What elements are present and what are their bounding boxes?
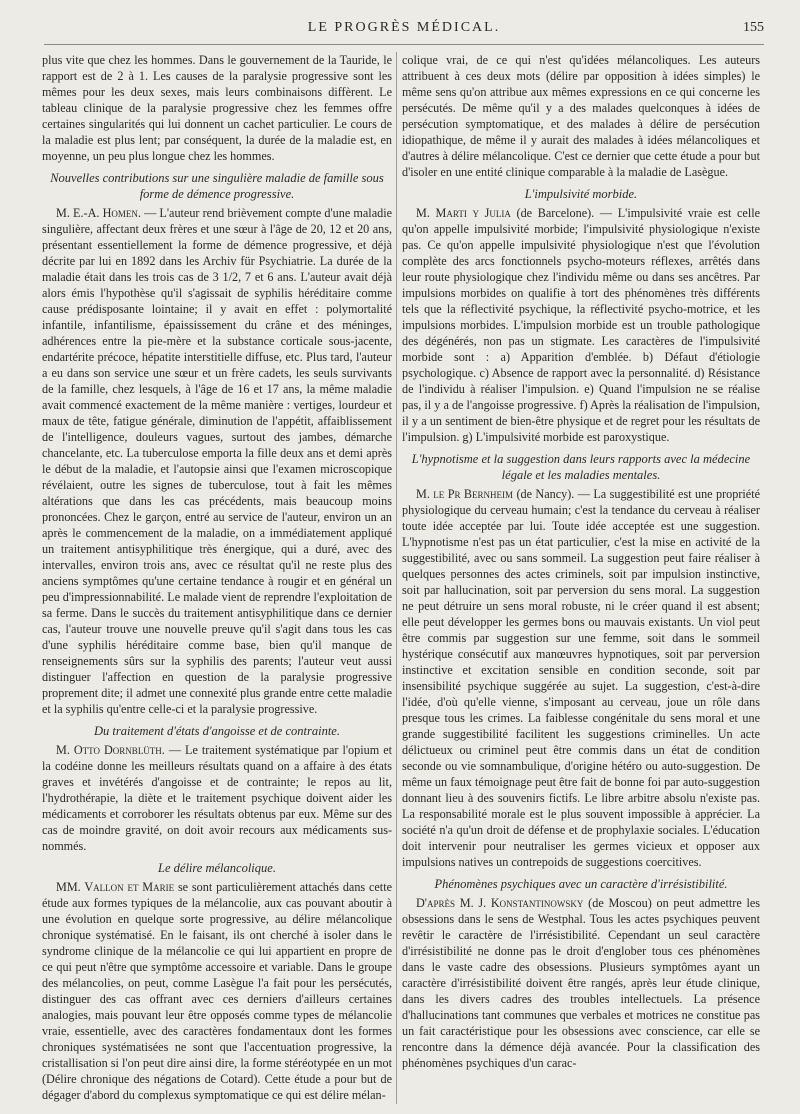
paragraph-text: — Le traitement systématique par l'opium et la codéine donne les meilleurs résultats quand on a affaire à des états graves et invétérés d'angoisse et de contrainte; le repos au lit, l'hydrothérapie, la diète et le traitement psychique doivent aider les médicaments et corroborer les résultats obtenus par eux. Même sur des cas de moindre gravité, on doit avoir recours aux médicaments sus-nommés.	[42, 743, 392, 853]
article-paragraph	[402, 205, 760, 445]
author-name: MM. Vallon et Marie	[56, 880, 175, 894]
left-column	[42, 52, 392, 1104]
author-name: M. E.-A. Homen.	[56, 206, 141, 220]
section-heading: Du traitement d'états d'angoisse et de contrainte.	[94, 724, 340, 738]
article-paragraph	[402, 895, 760, 1071]
author-name: M. Marti y Julia	[416, 206, 511, 220]
paragraph-text: (de Nancy). — La suggestibilité est une propriété physiologique du cerveau humain; c'est la tendance du cerveau à réaliser toute idée acceptée par lui. Toute idée acceptée est une suggestion. L'hypnotisme n'est pas un état particulier, c'est la mise en activité de la suggestibilité, avec ou sans sommeil. La suggestion peut faire réaliser à quelques personnes des actes criminels, soit par impulsion instinctive, soit par hallucination, soit par perversion du sens moral. La suggestion ne peut détruire un sens moral robuste, ni le créer quand il est absent; elle peut développer les germes bons ou mauvais existants. Un viol peut être commis par suggestion sur une femme, soit dans le sommeil hystérique consécutif aux manœuvres hypnotiques, soit par perversion instinctive et excitation sensible en condition seconde, soit par insensibilité psychique suggérée au sujet. La suggestion, c'est-à-dire l'idée, d'où qu'elle vienne, s'imposant au cerveau, joue un rôle dans presque tous les crimes. La faiblesse congénitale du sens moral et une grande suggestibilité facilitent les suggestions criminelles. Un acte délictueux ou criminel peut être commis dans un état de condition seconde ou vie somnambulique, d'origine hétéro ou auto-suggestion. De même un faux témoignage peut être fait de bonne foi par auto-suggestion donnant lieu à des souvenirs fictifs. Le libre arbitre absolu n'existe pas. La responsabilité morale est le plus souvent impossible à apprécier. La société n'a qu'un droit de défense et de prophylaxie sociales. L'éducation doit intervenir pour neutraliser les germes vicieux et opposer aux impulsions natives un contrepoids de suggestions coercitives.	[402, 487, 760, 869]
page-number: 155	[743, 20, 764, 35]
paragraph-text: (de Barcelone). — L'impulsivité vraie est celle qu'on appelle impulsivité morbide; l'impulsivité physiologique n'existe pas. Ce qu'on appelle impulsivité physiologique n'est que l'évolution complète des arcs fonctionnels psycho-moteurs réflexes, arrêtés dans leur route physiologique chez l'individu même ou dans ses ancêtres. Par impulsions morbides on qualifie à tort des phénomènes très différents tels que la réflectivité psychique, la réflectivité psycho-motrice, et les impulsions morbides. L'impulsion morbide est un trouble pathologique des dégénérés, non pas un stigmate. Les caractères de l'impulsivité morbide sont : a) Apparition d'emblée. b) Défaut d'étiologie psychologique. c) Absence de rapport avec la personnalité. d) Résistance de l'individu à réaliser l'impulsion. e) Quand l'impulsion ne se réalise pas, il y a de l'angoisse progressive. f) Après la réalisation de l'impulsion, il y a un sentiment de bien-être physique et de regret pour les résultats de l'impulsion. g) L'impulsivité morbide est paroxystique.	[402, 206, 760, 444]
author-name: D'après M. J. Konstantinowsky	[416, 896, 584, 910]
section-heading: L'impulsivité morbide.	[524, 187, 638, 201]
author-name: M. Otto Dornblüth.	[56, 743, 165, 757]
author-name: M. le Pr Bernheim	[416, 487, 514, 501]
paragraph-text: se sont particulièrement attachés dans cette étude aux formes typiques de la mélancolie, aux cas pouvant aboutir à une évolution en quelque sorte progressive, au délire mélancolique chronique systématisé. En le faisant, ils ont cherché à isoler dans le syndrome clinique de la mélancolie ce qui lui appartient en propre de ce qui peut n'être que symptôme accessoire et variable. Dans le groupe des mélancolies, on peut, comme Lasègue l'a fait pour les persécutés, distinguer des cas offrant avec ces derniers d'ailleurs certaines analogies, mais pouvant leur être opposés comme types de mélancolie vraie, essentielle, avec des caractères fondamentaux dont les formes chroniques systématisées ne sont que l'accentuation progressive, la cristallisation si l'on peut dire ainsi dire, la forme stéréotypée en un mot (Délire chronique des négations de Cotard). Cette étude a pour but de dégager d'abord du complexus symptomatique ce qui est délire mélan-	[42, 880, 392, 1102]
article-paragraph	[42, 879, 392, 1103]
section-heading: L'hypnotisme et la suggestion dans leurs rapports avec la médecine légale et les maladies mentales.	[411, 452, 751, 482]
paragraph-text: — L'auteur rend brièvement compte d'une maladie singulière, affectant deux frères et une sœur à l'âge de 20, 12 et 20 ans, présentant essentiellement la forme de démence progressive, et déjà décrite par lui en 1892 dans les Archiv für Psychiatrie. La durée de la maladie était dans les trois cas de 3 1/2, 7 et 6 ans. L'auteur avait déjà alors émis l'hypothèse qu'il s'agissait de syphilis héréditaire comme cause prédisposante lointaine; il y avait en effet : polymortalité infantile, infantilisme, épaississement du crâne et des méninges, adhérences entre la pie-mère et la substance corticale sous-jacente, endartérite précoce, hépatite interstitielle diffuse, etc. Plus tard, l'auteur a eu dans son service une sœur et un frère cadets, les seuls survivants de la famille, chez lesquels, à l'âge de 16 et 17 ans, la même maladie avait commencé exactement de la même manière : vertiges, lourdeur et maux de tête, fatigue générale, diminution de l'appétit, affaiblissement de l'intelligence, douleurs vagues, surtout des jambes, démarche chancelante, etc. La tuberculose emporta la fille deux ans et demi après le début de la maladie, et l'autopsie ainsi que l'examen microscopique révélaient, outre les signes de tuberculose, tout à fait les mêmes altérations que dans les cas précédents, mais beaucoup moins prononcées. Chez le garçon, entré au service de l'auteur, environ un an après le commencement de la maladie, on a immédiatement appliqué un traitement antisyphilitique très énergique, qui a duré, avec des intervalles, environ trois ans, avec ce résultat qu'il ne reste plus des anciens symptômes qu'une certaine tendance à rougir et en général un peu d'impressionnabilité. Le malade vient de reprendre l'exploitation de sa ferme. Dans le succès du traitement antisyphilitique dans ce dernier cas, l'auteur trouve une nouvelle preuve qu'il s'agit dans tous les cas d'une syphilis héréditaire comme base, bien qu'il manque de renseignements sûrs sur la syphilis des parents; l'auteur veut aussi distinguer l'affection en question de la paralysie progressive proprement dite; il admet une connexité plus grande entre cette maladie et la syphilis qu'entre celle-ci et la paralysie progressive.	[42, 206, 392, 716]
right-column	[402, 52, 760, 1104]
journal-title: LE PROGRÈS MÉDICAL.	[307, 20, 501, 35]
paragraph-text: colique vrai, de ce qui n'est qu'idées mélancoliques. Les auteurs attribuent à ces deux mots (délire par opposition à idées simples) le même sens qu'on attribue aux mêmes expressions en ce qui concerne les persécutés. De même qu'il y a des malades quelconques à idées de persécution symptomatique, et des malades à délire de persécution idiopathique, de même il y aurait des malades à idées mélancoliques et d'autres à délire mélancolique. C'est ce dernier que cette étude a pour but d'isoler en une entité clinique comparable à la maladie de Lasègue.	[402, 53, 760, 179]
section-heading: Phénomènes psychiques avec un caractère d'irrésistibilité.	[434, 877, 728, 891]
article-paragraph	[402, 486, 760, 870]
article-paragraph	[402, 52, 760, 180]
article-paragraph	[42, 742, 392, 854]
section-heading: Nouvelles contributions sur une singulière maladie de famille sous forme de démence progressive.	[50, 171, 384, 201]
article-paragraph	[42, 205, 392, 717]
column-divider	[396, 52, 397, 1104]
running-header	[44, 18, 764, 45]
paragraph-text: plus vite que chez les hommes. Dans le gouvernement de la Tauride, le rapport est de 2 à 1. Les causes de la paralysie progressive sont les mêmes pour les deux sexes, mais leurs combinaisons diffèrent. Le tableau clinique de la paralysie progressive chez les femmes offre certaines singularités qui lui donnent un cachet particulier. Le cours de la maladie est plus lent; par conséquent, la durée de la maladie est, en moyenne, un peu plus longue chez les hommes.	[42, 53, 392, 163]
article-paragraph	[42, 52, 392, 164]
paragraph-text: (de Moscou) on peut admettre les obsessions dans le sens de Westphal. Tous les actes psychiques peuvent revêtir le caractère de l'irrésistibilité. Cependant un seul caractère d'irrésistibilité ne donne pas le droit d'englober tous ces phénomènes dans le vaste cadre des obsessions. Plusieurs symptômes ayant un caractère d'irrésistibilité doivent être rangés, après leur étude clinique, dans les divers cadres des troubles intellectuels. La présence d'hallucinations tant communes que verbales et motrices ne constitue pas un fait caractéristique pour les obsessions avec conscience, car elle se rencontre dans la démence déjà avancée. Pour la classification des phénomènes psychiques d'un carac-	[402, 896, 760, 1070]
section-heading: Le délire mélancolique.	[158, 861, 276, 875]
